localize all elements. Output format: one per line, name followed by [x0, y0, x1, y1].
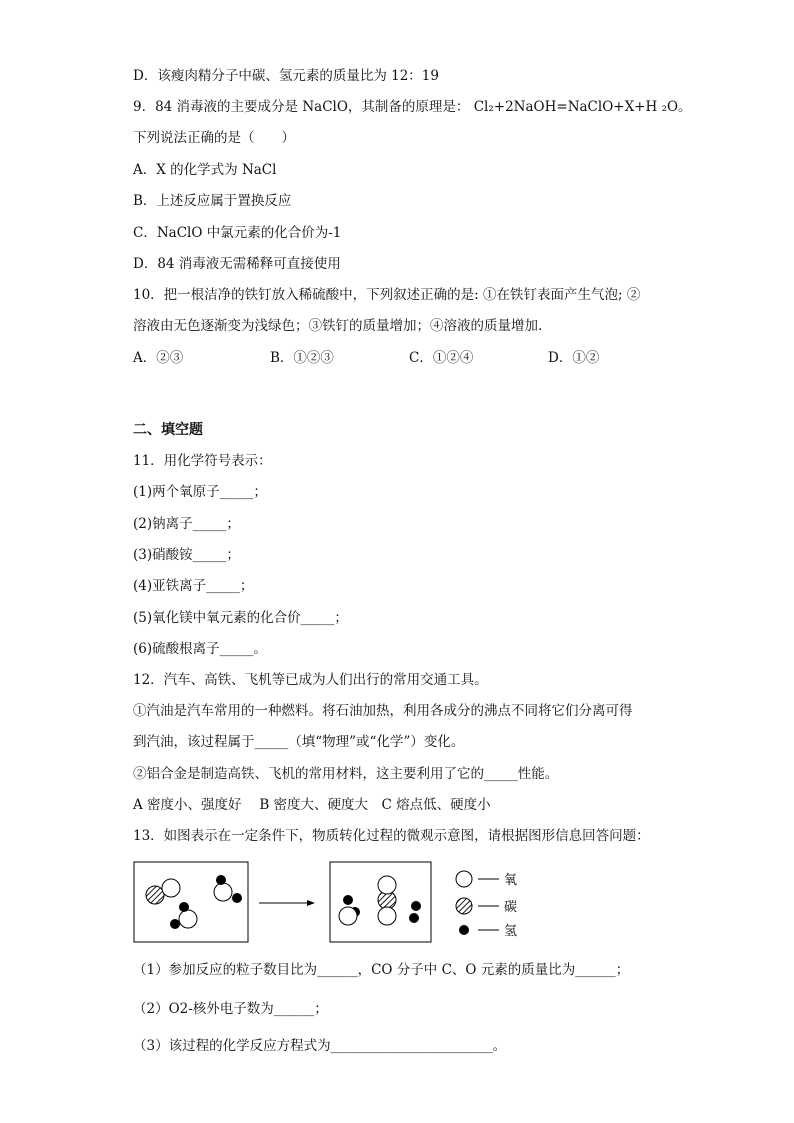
q9-option-c: C．NaClO 中氯元素的化合价为-1 [133, 225, 342, 241]
q12-stem: 12．汽车、高铁、飞机等已成为人们出行的常用交通工具。 [133, 672, 488, 688]
molecule-diagram [133, 858, 533, 946]
q9-option-d: D．84 消毒液无需稀释可直接使用 [133, 256, 341, 272]
q13-sub2: （2）O2-核外电子数为______； [133, 1001, 328, 1017]
q8-option-d: D．该瘦肉精分子中碳、氢元素的质量比为 12：19 [133, 68, 439, 84]
legend [456, 871, 517, 939]
q10-option-a: A．②③ [133, 350, 184, 366]
q11-stem: 11．用化学符号表示： [133, 453, 272, 469]
legend-carbon-symbol [456, 898, 472, 914]
q12-part2: ②铝合金是制造高铁、飞机的常用材料，这主要利用了它的_____性能。 [133, 766, 559, 782]
q9-option-a: A．X 的化学式为 NaCl [133, 162, 277, 178]
product-box [330, 862, 431, 942]
q9-stem-line1: 9．84 消毒液的主要成分是 NaClO，其制备的原理是： Cl₂+2NaOH=NaClO+X+H ₂O。 [133, 99, 692, 115]
spare-oxygen [339, 907, 357, 925]
q11-item-5: (5)氧化镁中氧元素的化合价_____； [133, 610, 348, 626]
q12-options: A 密度小、强度好 B 密度大、硬度大 C 熔点低、硬度小 [133, 797, 491, 813]
reaction-arrow [259, 900, 315, 906]
q10-stem-line2: 溶液由无色逐渐变为浅绿色；③铁钉的质量增加；④溶液的质量增加. [133, 318, 543, 334]
legend-carbon-label: 碳 [504, 900, 518, 915]
q11-item-1: (1)两个氧原子_____； [133, 484, 267, 500]
q11-item-2: (2)钠离子_____； [133, 516, 240, 532]
q11-item-4: (4)亚铁离子_____； [133, 578, 254, 594]
reactant-box [134, 862, 248, 942]
q13-stem: 13．如图表示在一定条件下，物质转化过程的微观示意图，请根据图形信息回答问题： [133, 828, 650, 844]
legend-oxygen-symbol [456, 871, 472, 887]
q11-item-3: (3)硝酸铵_____； [133, 547, 240, 563]
legend-hydrogen-label: 氢 [504, 924, 518, 939]
q13-sub3: （3）该过程的化学反应方程式为________________________。 [133, 1038, 507, 1054]
q13-sub1: （1）参加反应的粒子数目比为______，CO 分子中 C、O 元素的质量比为______； [133, 962, 630, 978]
q9-stem-line2: 下列说法正确的是（ ） [133, 130, 295, 146]
q10-option-b: B．①②③ [270, 350, 334, 366]
q10-option-d: D．①② [548, 350, 600, 366]
q9-option-b: B．上述反应属于置换反应 [133, 193, 292, 209]
q10-option-c: C．①②④ [409, 350, 474, 366]
q12-part1-line2: 到汽油，该过程属于_____（填“物理”或“化学”）变化。 [133, 734, 465, 750]
q12-part1-line1: ①汽油是汽车常用的一种燃料。将石油加热，利用各成分的沸点不同将它们分离可得 [133, 703, 633, 719]
section-heading: 二、填空题 [133, 422, 203, 438]
q10-stem-line1: 10．把一根洁净的铁钉放入稀硫酸中，下列叙述正确的是: ①在铁钉表面产生气泡; ② [133, 287, 641, 303]
q11-item-6: (6)硫酸根离子_____。 [133, 641, 267, 657]
co2-molecule [378, 876, 396, 925]
legend-oxygen-label: 氧 [504, 873, 518, 888]
legend-hydrogen-symbol [459, 925, 469, 935]
